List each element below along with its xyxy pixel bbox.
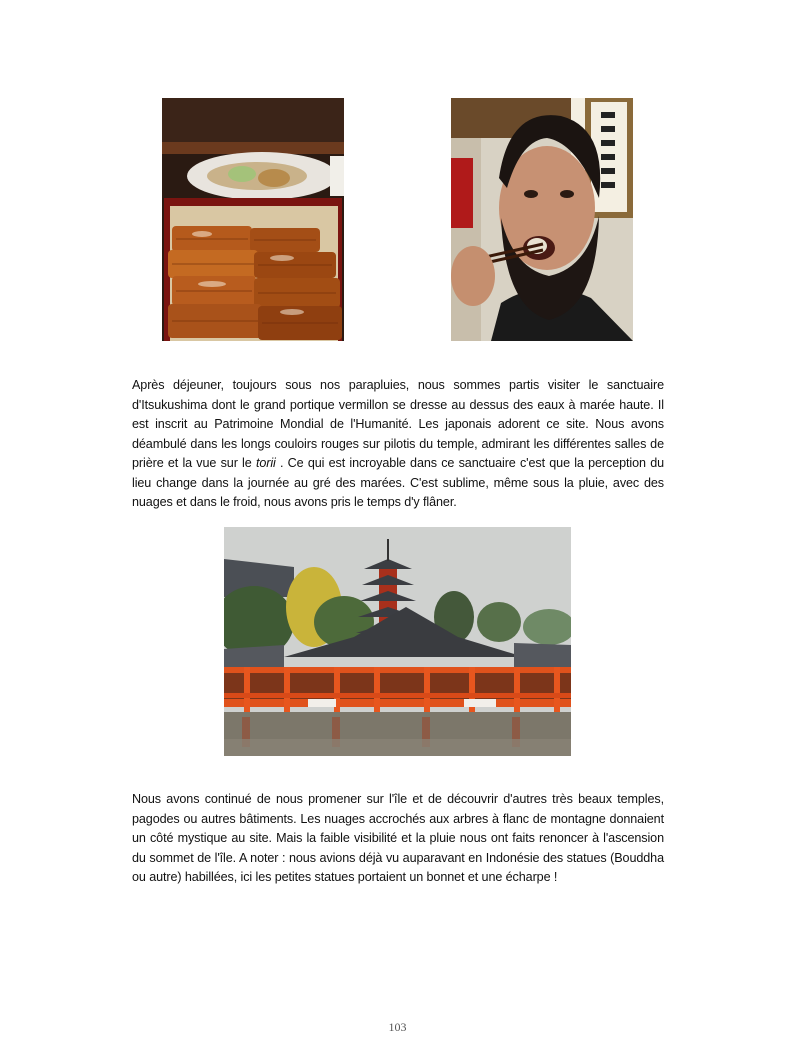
torii-term: torii xyxy=(255,456,276,470)
paragraph-itsukushima xyxy=(132,376,664,513)
paragraph-1-text-end: . Ce qui est incroyable dans ce sanctuaire c'est que la perception du lieu change dans la journée au gré des marées. C'est sublime, même sous la pluie, avec des nuages et dans le froid, nous avons pris le temps d'y flâner. xyxy=(132,456,664,509)
paragraph-1-text: Après déjeuner, toujours sous nos parapluies, nous sommes partis visiter le sanctuaire d'Itsukushima dont le grand portique vermillon se dresse au dessus des eaux à marée haute. Il est inscrit au Patrimoine Mondial de l'Humanité. Les japonais adorent ce site. Nous avons déambulé dans les longs couloirs rouges sur pilotis du temple, admirant les différentes salles de prière et la vue sur le xyxy=(132,378,664,470)
page-number: 103 xyxy=(388,1020,407,1034)
photo-itsukushima-shrine-and-pagoda xyxy=(224,527,571,756)
photo-eel-rice-box xyxy=(162,98,344,341)
photo-man-eating-with-chopsticks xyxy=(451,98,633,341)
paragraph-promenade: Nous avons continué de nous promener sur l'île et de découvrir d'autres très beaux temples, pagodes ou autres bâtiments. Les nuages accrochés aux arbres à flanc de montagne donnaient un côté mystique au site. Mais la faible visibilité et la pluie nous ont faits renoncer à l'ascension du sommet de l'île. A noter : nous avions déjà vu auparavant en Indonésie des statues (Bouddha ou autre) habillées, ici les petites statues portaient un bonnet et une écharpe ! xyxy=(132,792,664,884)
